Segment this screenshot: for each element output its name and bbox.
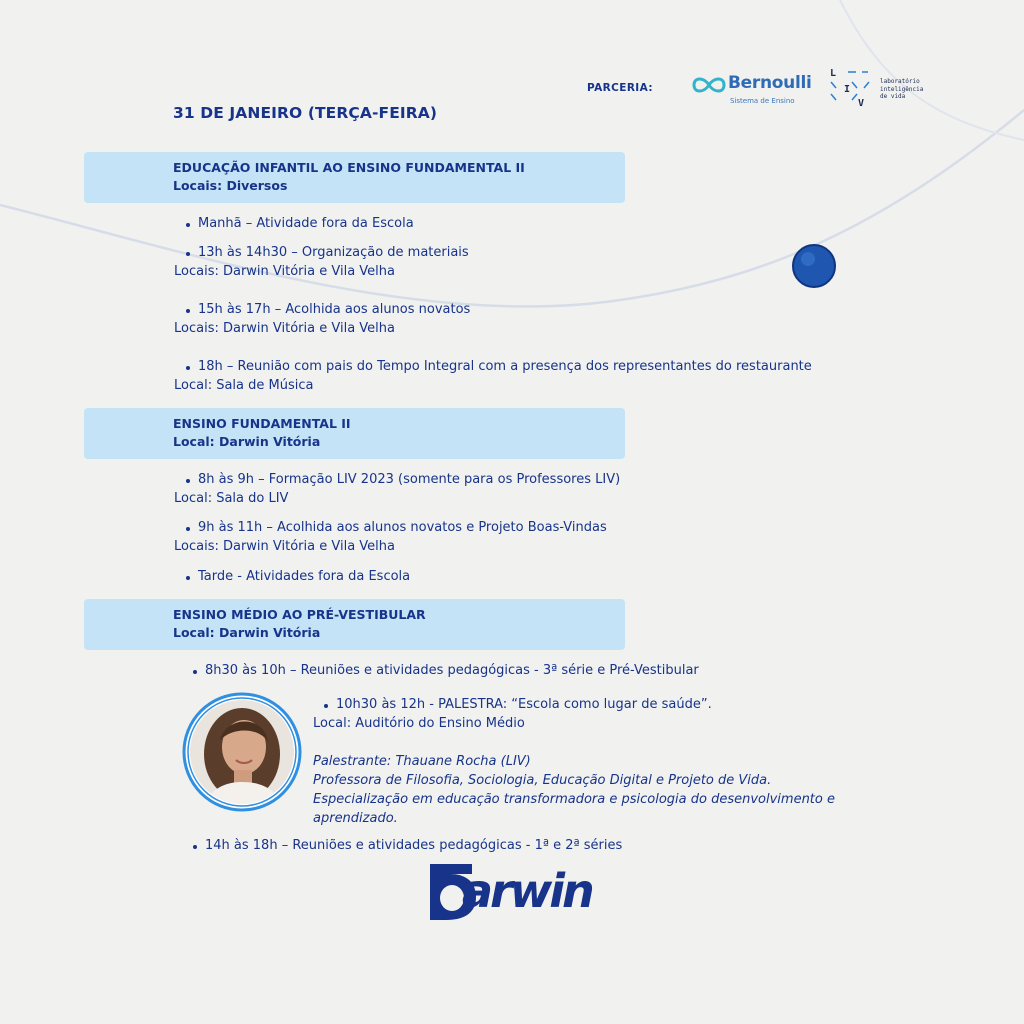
section-title: ENSINO MÉDIO AO PRÉ-VESTIBULAR xyxy=(173,607,426,622)
list-item-location: Local: Auditório do Ensino Médio xyxy=(313,716,525,731)
list-item: Manhã – Atividade fora da Escola xyxy=(198,216,414,231)
list-item-location: Locais: Darwin Vitória e Vila Velha xyxy=(174,264,395,279)
liv-logo xyxy=(828,68,938,112)
section-header-fundamental xyxy=(84,408,625,459)
list-item-location: Local: Sala do LIV xyxy=(174,491,289,506)
section-location: Local: Darwin Vitória xyxy=(173,625,321,640)
list-item: 9h às 11h – Acolhida aos alunos novatos e Projeto Boas-Vindas xyxy=(198,520,607,535)
bernoulli-subtitle: Sistema de Ensino xyxy=(730,97,795,105)
list-item: 14h às 18h – Reuniões e atividades pedagógicas - 1ª e 2ª séries xyxy=(205,838,623,853)
list-item-location: Locais: Darwin Vitória e Vila Velha xyxy=(174,539,395,554)
list-item: 8h30 às 10h – Reuniões e atividades pedagógicas - 3ª série e Pré-Vestibular xyxy=(205,663,699,678)
list-item-lecture: 10h30 às 12h - PALESTRA: “Escola como lugar de saúde”. xyxy=(336,697,712,712)
darwin-logo-text: arwin xyxy=(462,864,592,918)
speaker-avatar xyxy=(182,692,302,812)
liv-letter-v: V xyxy=(858,98,865,109)
bernoulli-logo xyxy=(690,71,810,107)
speaker-bio-line: Especialização em educação transformadora e psicologia do desenvolvimento e xyxy=(313,792,835,807)
section-location: Locais: Diversos xyxy=(173,178,288,193)
speaker-bio-line: Professora de Filosofia, Sociologia, Educação Digital e Projeto de Vida. xyxy=(313,773,772,788)
speaker-bio-line: aprendizado. xyxy=(313,811,398,826)
section-title: EDUCAÇÃO INFANTIL AO ENSINO FUNDAMENTAL II xyxy=(173,160,525,175)
list-item: 18h – Reunião com pais do Tempo Integral com a presença dos representantes do restaurante xyxy=(198,359,812,374)
darwin-logo xyxy=(428,862,600,924)
partner-label: PARCERIA: xyxy=(587,82,653,94)
liv-letter-i: I xyxy=(844,84,851,95)
section-title: ENSINO FUNDAMENTAL II xyxy=(173,416,351,431)
speaker-name: Palestrante: Thauane Rocha (LIV) xyxy=(313,754,531,769)
list-item: 15h às 17h – Acolhida aos alunos novatos xyxy=(198,302,471,317)
section-header-infantil xyxy=(84,152,625,203)
list-item-location: Locais: Darwin Vitória e Vila Velha xyxy=(174,321,395,336)
infinity-icon xyxy=(690,74,728,96)
list-item: 13h às 14h30 – Organização de materiais xyxy=(198,245,469,260)
liv-letter-l: L xyxy=(830,68,837,79)
liv-text: laboratório inteligência de vida xyxy=(880,78,924,100)
list-item-location: Local: Sala de Música xyxy=(174,378,314,393)
list-item: Tarde - Atividades fora da Escola xyxy=(198,569,411,584)
section-header-medio xyxy=(84,599,625,650)
page-title: 31 DE JANEIRO (TERÇA-FEIRA) xyxy=(173,104,438,122)
bernoulli-name: Bernoulli xyxy=(728,73,812,93)
list-item: 8h às 9h – Formação LIV 2023 (somente para os Professores LIV) xyxy=(198,472,621,487)
section-location: Local: Darwin Vitória xyxy=(173,434,321,449)
